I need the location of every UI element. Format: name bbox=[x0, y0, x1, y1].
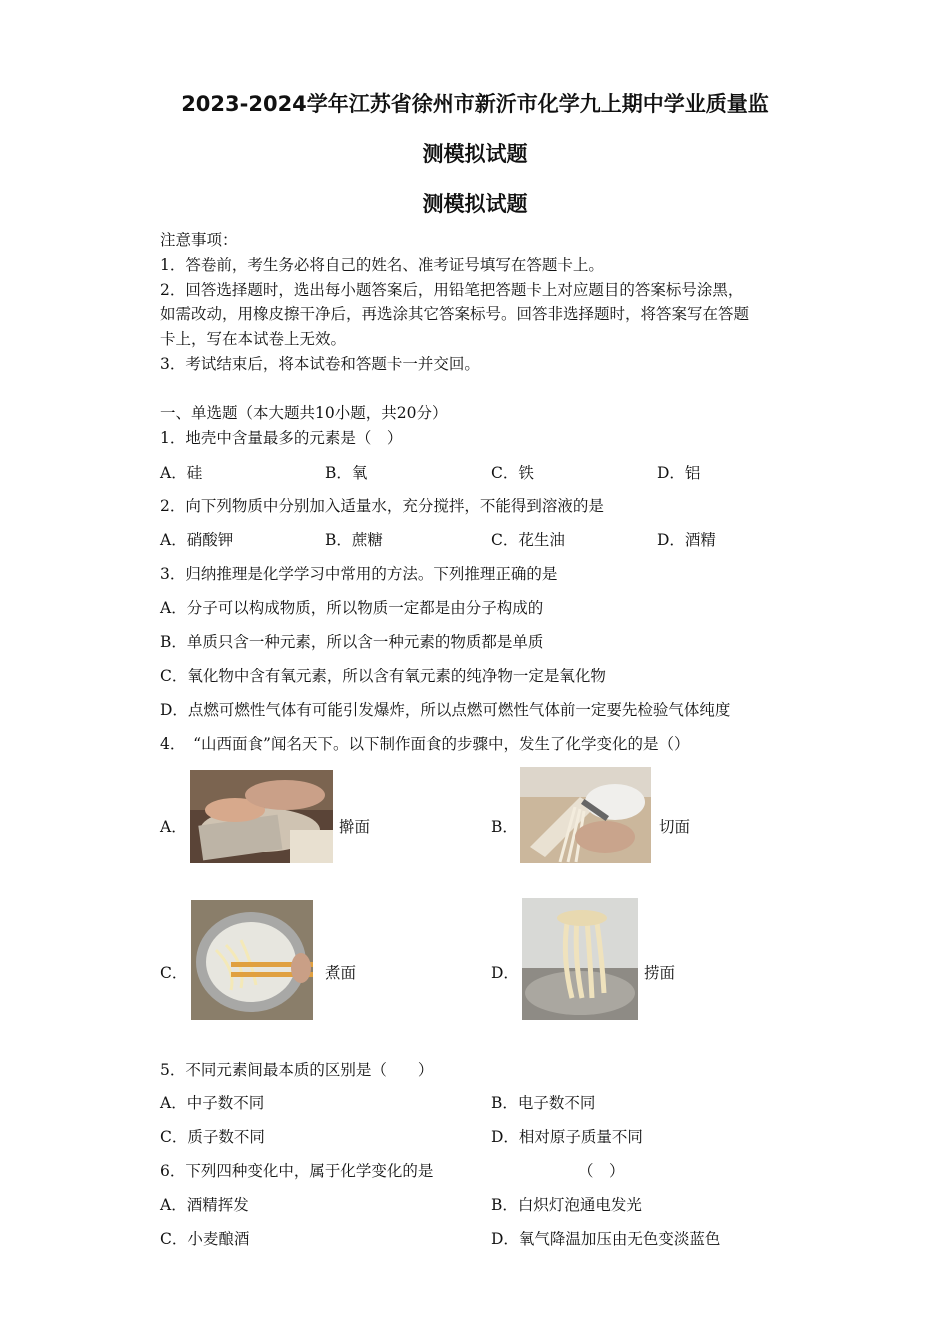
question-4-option-a-text: 擀面 bbox=[339, 818, 371, 836]
question-5-option-a: A．中子数不同 bbox=[160, 1094, 265, 1112]
question-2-option-c: C．花生油 bbox=[491, 531, 565, 549]
question-1-option-b: B．氧 bbox=[325, 464, 368, 482]
notice-item-1: 1．答卷前，考生务必将自己的姓名、准考证号填写在答题卡上。 bbox=[160, 256, 604, 274]
section-heading: 一、单选题（本大题共10小题，共20分） bbox=[160, 404, 448, 422]
question-4-option-c-text: 煮面 bbox=[325, 964, 357, 982]
question-4-option-d-text: 捞面 bbox=[644, 964, 676, 982]
question-3-option-c: C．氧化物中含有氧元素，所以含有氧元素的纯净物一定是氧化物 bbox=[160, 667, 606, 685]
question-6-stem: 6．下列四种变化中，属于化学变化的是 bbox=[160, 1162, 434, 1180]
question-4-option-d-label: D． bbox=[491, 964, 519, 982]
question-5-option-b: B．电子数不同 bbox=[491, 1094, 596, 1112]
question-5-option-d: D．相对原子质量不同 bbox=[491, 1128, 643, 1146]
question-1-stem: 1．地壳中含量最多的元素是（ ） bbox=[160, 429, 403, 447]
question-4-option-b-label: B． bbox=[491, 818, 518, 836]
question-6-option-b: B．白炽灯泡通电发光 bbox=[491, 1196, 642, 1214]
rolling-dough-photo bbox=[190, 770, 333, 863]
question-3-option-a: A．分子可以构成物质，所以物质一定都是由分子构成的 bbox=[160, 599, 544, 617]
notice-item-2c: 卡上，写在本试卷上无效。 bbox=[160, 330, 347, 348]
question-3-option-d: D．点燃可燃性气体有可能引发爆炸，所以点燃可燃性气体前一定要先检验气体纯度 bbox=[160, 701, 731, 719]
question-2-stem: 2．向下列物质中分别加入适量水，充分搅拌，不能得到溶液的是 bbox=[160, 497, 604, 515]
question-6-option-c: C．小麦酿酒 bbox=[160, 1230, 250, 1248]
paper-title-line1: 2023-2024学年江苏省徐州市新沂市化学九上期中学业质量监 bbox=[181, 92, 769, 116]
question-1-option-d: D．铝 bbox=[657, 464, 701, 482]
question-2-option-b: B．蔗糖 bbox=[325, 531, 383, 549]
question-1-option-a: A．硅 bbox=[160, 464, 203, 482]
question-5-stem: 5．不同元素间最本质的区别是（ ） bbox=[160, 1061, 434, 1079]
cutting-noodles-photo bbox=[520, 767, 651, 863]
notice-item-2a: 2．回答选择题时，选出每小题答案后，用铅笔把答题卡上对应题目的答案标号涂黑， bbox=[160, 281, 744, 299]
question-4-option-a-label: A． bbox=[160, 818, 187, 836]
question-2-option-a: A．硝酸钾 bbox=[160, 531, 234, 549]
notice-heading: 注意事项： bbox=[160, 231, 238, 249]
scooping-noodles-photo bbox=[522, 898, 638, 1020]
question-3-stem: 3．归纳推理是化学学习中常用的方法。下列推理正确的是 bbox=[160, 565, 558, 583]
question-1-option-c: C．铁 bbox=[491, 464, 534, 482]
notice-item-3: 3．考试结束后，将本试卷和答题卡一并交回。 bbox=[160, 355, 480, 373]
question-5-option-c: C．质子数不同 bbox=[160, 1128, 265, 1146]
question-4-option-c-label: C． bbox=[160, 964, 188, 982]
question-4-stem: 4． “山西面食”闻名天下。以下制作面食的步骤中，发生了化学变化的是（） bbox=[160, 735, 690, 753]
boiling-noodles-photo bbox=[191, 900, 313, 1020]
question-4-option-b-text: 切面 bbox=[659, 818, 691, 836]
paper-title-line2: 测模拟试题 bbox=[422, 142, 528, 166]
question-6-option-a: A．酒精挥发 bbox=[160, 1196, 249, 1214]
paper-title-line3: 测模拟试题 bbox=[422, 192, 528, 216]
question-6-option-d: D．氧气降温加压由无色变淡蓝色 bbox=[491, 1230, 721, 1248]
notice-item-2b: 如需改动，用橡皮擦干净后，再选涂其它答案标号。回答非选择题时，将答案写在答题 bbox=[160, 305, 750, 323]
question-2-option-d: D．酒精 bbox=[657, 531, 716, 549]
question-6-answer-paren: （ ） bbox=[578, 1162, 625, 1180]
question-3-option-b: B．单质只含一种元素，所以含一种元素的物质都是单质 bbox=[160, 633, 544, 651]
